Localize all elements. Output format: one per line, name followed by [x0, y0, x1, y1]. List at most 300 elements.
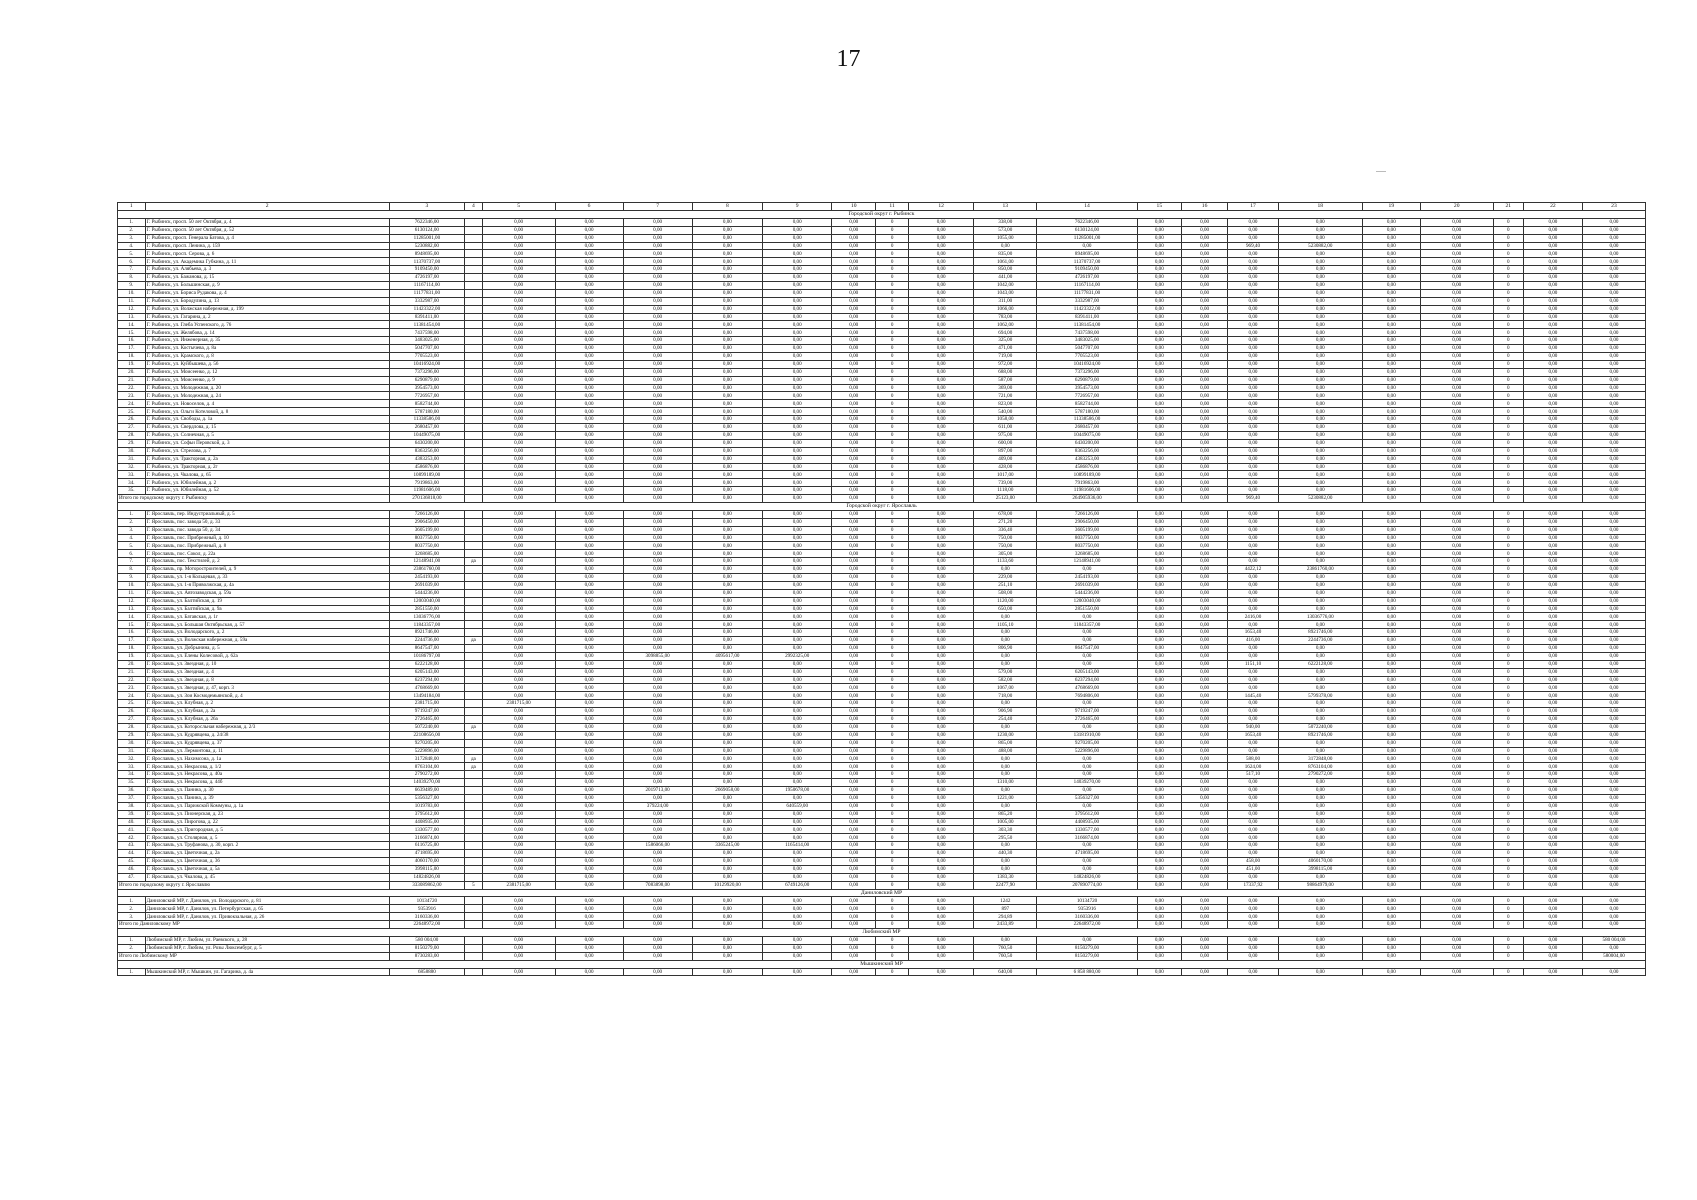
table-cell: 0,00 — [1137, 510, 1181, 518]
table-row — [118, 526, 1646, 534]
table-cell: 6. — [118, 258, 146, 266]
table-cell: 0,00 — [908, 905, 973, 913]
table-cell: 0,00 — [692, 518, 762, 526]
table-cell: 0,00 — [832, 297, 876, 305]
table-row — [118, 518, 1646, 526]
table-cell: 0,00 — [908, 353, 973, 361]
table-cell: 229,00 — [974, 573, 1037, 581]
table-cell: 5. — [118, 542, 146, 550]
table-row — [118, 652, 1646, 660]
table-cell: 0,00 — [1420, 518, 1493, 526]
table-cell: 10899189,00 — [1037, 471, 1138, 479]
table-cell: 0,00 — [1582, 558, 1645, 566]
table-cell: 28. — [118, 723, 146, 731]
table-cell: 0,00 — [1278, 621, 1362, 629]
table-cell: 0,00 — [623, 353, 692, 361]
table-cell: 0,00 — [1420, 621, 1493, 629]
table-cell: 0,00 — [1278, 297, 1362, 305]
total-cell: 0,00 — [692, 495, 762, 503]
table-cell: 0 — [876, 755, 909, 763]
table-row — [118, 360, 1646, 368]
table-cell: 0,00 — [1278, 684, 1362, 692]
table-cell: 0,00 — [908, 731, 973, 739]
table-cell: 7437598,00 — [1037, 329, 1138, 337]
table-cell: 0,00 — [692, 471, 762, 479]
table-cell: 0,00 — [1362, 629, 1420, 637]
table-cell: 0,00 — [1228, 337, 1278, 345]
table-row — [118, 218, 1646, 226]
table-cell: 0,00 — [555, 447, 623, 455]
table-cell: 6222128,00 — [389, 660, 464, 668]
table-cell: 0,00 — [482, 865, 555, 873]
table-cell: 0,00 — [555, 289, 623, 297]
table-cell: 640,00 — [974, 968, 1037, 976]
table-cell: 0,00 — [692, 905, 762, 913]
table-cell: 0,00 — [832, 321, 876, 329]
table-cell: 0,00 — [1362, 637, 1420, 645]
table-cell: 0,00 — [1278, 700, 1362, 708]
table-cell: 0,00 — [1181, 913, 1228, 921]
table-cell: 7919863,00 — [389, 479, 464, 487]
table-cell: 6237294,00 — [1037, 676, 1138, 684]
table-cell: 0,00 — [1420, 637, 1493, 645]
table-cell: 0,00 — [482, 329, 555, 337]
table-row — [118, 487, 1646, 495]
table-cell: 0,00 — [1582, 810, 1645, 818]
total-label: Итого по городскому округу г. Ярославлю — [118, 881, 390, 889]
table-cell: 0,00 — [908, 447, 973, 455]
table-cell: 0,00 — [555, 629, 623, 637]
table-cell: 0,00 — [1582, 676, 1645, 684]
table-cell: 0,00 — [1523, 360, 1582, 368]
table-cell: 0,00 — [832, 550, 876, 558]
total-cell: 0,00 — [1523, 921, 1582, 929]
table-cell: 0,00 — [1228, 408, 1278, 416]
table-cell: 0,00 — [555, 305, 623, 313]
table-cell: 0,00 — [692, 439, 762, 447]
total-cell: 0 — [876, 921, 909, 929]
table-cell: 0,00 — [1420, 487, 1493, 495]
table-cell: 0,00 — [623, 794, 692, 802]
table-cell: 0,00 — [832, 936, 876, 944]
table-cell: 0,00 — [1582, 573, 1645, 581]
address-cell: Г. Рыбинск, ул. Костычева, д. 8а — [145, 345, 389, 353]
table-row — [118, 936, 1646, 944]
table-cell: 0,00 — [1137, 842, 1181, 850]
table-cell: 0 — [876, 558, 909, 566]
table-cell: 0,00 — [908, 637, 973, 645]
table-cell: 0 — [876, 368, 909, 376]
table-cell: 37. — [118, 794, 146, 802]
table-cell: 0,00 — [1362, 463, 1420, 471]
table-cell: 0,00 — [1582, 463, 1645, 471]
table-cell: 0,00 — [1181, 763, 1228, 771]
table-cell: 0,00 — [1420, 858, 1493, 866]
table-cell: 11370737,00 — [1037, 258, 1138, 266]
table-cell: 0,00 — [1582, 368, 1645, 376]
table-cell: 0,00 — [1228, 534, 1278, 542]
total-cell: 0,00 — [1228, 952, 1278, 960]
table-cell: 0 — [876, 708, 909, 716]
table-cell: 0 — [876, 597, 909, 605]
table-cell: 0,00 — [482, 345, 555, 353]
total-cell: 0,00 — [1420, 881, 1493, 889]
table-cell: 0,00 — [1181, 258, 1228, 266]
table-cell: 0,00 — [1420, 652, 1493, 660]
table-cell: 0,00 — [482, 968, 555, 976]
table-cell: 0,00 — [482, 550, 555, 558]
table-cell — [465, 668, 483, 676]
table-cell: 251,10 — [974, 581, 1037, 589]
total-cell: 5230882,00 — [1278, 495, 1362, 503]
table-cell: 0 — [876, 479, 909, 487]
table-cell: 0,00 — [1278, 463, 1362, 471]
table-row — [118, 787, 1646, 795]
table-cell: 0,00 — [555, 589, 623, 597]
table-cell: 19. — [118, 360, 146, 368]
table-row — [118, 431, 1646, 439]
table-cell: 0,00 — [1523, 684, 1582, 692]
table-row — [118, 542, 1646, 550]
table-cell: 0,00 — [1362, 802, 1420, 810]
table-cell: 9270205,00 — [1037, 739, 1138, 747]
table-cell: 0,00 — [1228, 384, 1278, 392]
table-cell: 0,00 — [555, 455, 623, 463]
table-cell: 0,00 — [555, 558, 623, 566]
total-cell: 0,00 — [763, 952, 832, 960]
table-row — [118, 250, 1646, 258]
table-cell — [465, 573, 483, 581]
table-cell: 0,00 — [1137, 274, 1181, 282]
table-cell: 0,00 — [1137, 558, 1181, 566]
table-cell: 0,00 — [1420, 763, 1493, 771]
table-cell: 0,00 — [763, 510, 832, 518]
table-cell: 0,00 — [1582, 834, 1645, 842]
table-cell: 9. — [118, 573, 146, 581]
table-row — [118, 873, 1646, 881]
table-cell — [465, 218, 483, 226]
table-cell: 0,00 — [623, 858, 692, 866]
table-cell: 0,00 — [1523, 716, 1582, 724]
table-cell: 13. — [118, 605, 146, 613]
table-cell: 0,00 — [482, 218, 555, 226]
table-cell: 0,00 — [1582, 597, 1645, 605]
table-cell — [465, 905, 483, 913]
table-cell: 0,00 — [1181, 566, 1228, 574]
table-cell: 0,00 — [1228, 234, 1278, 242]
table-cell — [465, 818, 483, 826]
table-cell: 0 — [1493, 826, 1523, 834]
column-number-row — [118, 203, 1646, 211]
address-cell: Г. Рыбинск, ул. Бородулина, д. 13 — [145, 297, 389, 305]
table-cell: 0,00 — [1278, 968, 1362, 976]
table-cell: 0,00 — [1278, 313, 1362, 321]
table-cell: 0,00 — [1181, 676, 1228, 684]
total-cell: 0,00 — [555, 952, 623, 960]
table-cell: 0,00 — [908, 274, 973, 282]
table-row — [118, 234, 1646, 242]
table-cell: 0,00 — [692, 897, 762, 905]
total-cell: 0,00 — [1228, 921, 1278, 929]
table-cell: 0,00 — [1523, 400, 1582, 408]
table-cell: 0 — [876, 834, 909, 842]
table-cell: 23. — [118, 684, 146, 692]
table-cell: 0 — [876, 337, 909, 345]
table-cell: 0 — [1493, 676, 1523, 684]
table-cell: 0,00 — [1523, 613, 1582, 621]
table-cell: 0,00 — [763, 487, 832, 495]
table-cell: 0,00 — [974, 652, 1037, 660]
table-cell: 0,00 — [1137, 463, 1181, 471]
table-cell: 8. — [118, 274, 146, 282]
table-cell: 0,00 — [692, 360, 762, 368]
table-cell: 3954573,00 — [389, 384, 464, 392]
table-cell: 0,00 — [555, 787, 623, 795]
address-cell: Г. Ярославль, ул. Зои Космодемьянской, д. 4 — [145, 692, 389, 700]
table-cell: 8. — [118, 566, 146, 574]
table-cell: 3. — [118, 526, 146, 534]
table-cell: 10899189,00 — [389, 471, 464, 479]
table-cell — [465, 463, 483, 471]
table-cell: 0,00 — [1523, 668, 1582, 676]
table-cell: 0,00 — [1181, 218, 1228, 226]
table-cell: 0,00 — [832, 858, 876, 866]
table-cell: 0 — [876, 242, 909, 250]
table-cell: 3. — [118, 234, 146, 242]
table-cell: 13494184,00 — [389, 692, 464, 700]
table-cell: 0 — [1493, 250, 1523, 258]
table-cell: 718,00 — [974, 692, 1037, 700]
total-cell: 0,00 — [623, 495, 692, 503]
table-cell: 0,00 — [692, 581, 762, 589]
table-cell: 9719247,00 — [389, 708, 464, 716]
table-cell: 0,00 — [832, 463, 876, 471]
table-cell: 16. — [118, 337, 146, 345]
table-cell: 0,00 — [1181, 936, 1228, 944]
table-cell: 10. — [118, 581, 146, 589]
table-cell: 0,00 — [1420, 573, 1493, 581]
table-cell: 0,00 — [1420, 723, 1493, 731]
table-cell: 0,00 — [1420, 471, 1493, 479]
table-cell: 0,00 — [482, 763, 555, 771]
table-cell: 1. — [118, 897, 146, 905]
table-cell: 0,00 — [1582, 266, 1645, 274]
table-cell: 0,00 — [1582, 408, 1645, 416]
table-cell: 0 — [1493, 242, 1523, 250]
table-cell: 0,00 — [1278, 873, 1362, 881]
table-cell: 517,10 — [1228, 771, 1278, 779]
table-cell: 0,00 — [692, 865, 762, 873]
table-cell: 0 — [876, 676, 909, 684]
table-cell: 0,00 — [1228, 479, 1278, 487]
table-cell: 0,00 — [763, 392, 832, 400]
table-cell — [465, 716, 483, 724]
table-cell: 0 — [876, 605, 909, 613]
table-cell: 0,00 — [623, 487, 692, 495]
table-cell: 10449075,00 — [1037, 431, 1138, 439]
table-cell: 0,00 — [1362, 944, 1420, 952]
table-cell: 0 — [1493, 234, 1523, 242]
table-cell: 0,00 — [555, 802, 623, 810]
total-cell: 969,40 — [1228, 495, 1278, 503]
table-cell: 0,00 — [1362, 542, 1420, 550]
table-cell: 0,00 — [1420, 589, 1493, 597]
table-cell: 0,00 — [763, 692, 832, 700]
table-cell: 0,00 — [832, 542, 876, 550]
table-cell: 0,00 — [1362, 360, 1420, 368]
table-cell: 11177831,00 — [1037, 289, 1138, 297]
table-cell: 0,00 — [1137, 692, 1181, 700]
table-cell: 5356327,00 — [389, 794, 464, 802]
table-row — [118, 913, 1646, 921]
table-cell: 0,00 — [1362, 605, 1420, 613]
table-cell: 0,00 — [1420, 668, 1493, 676]
table-cell: 0,00 — [1278, 282, 1362, 290]
table-cell: 0,00 — [1523, 368, 1582, 376]
table-cell: 0,00 — [908, 258, 973, 266]
table-cell: 0,00 — [908, 850, 973, 858]
table-cell: 0,00 — [1228, 905, 1278, 913]
table-cell: 0,00 — [1181, 376, 1228, 384]
total-row — [118, 921, 1646, 929]
table-cell: 0,00 — [763, 400, 832, 408]
total-label: Итого по Любимскому МР — [118, 952, 390, 960]
table-cell: 0,00 — [1523, 345, 1582, 353]
table-cell: 0 — [876, 802, 909, 810]
table-cell: 0,00 — [692, 400, 762, 408]
table-cell: 0,00 — [1181, 660, 1228, 668]
table-cell: 0,00 — [1278, 676, 1362, 684]
table-cell: 0,00 — [974, 936, 1037, 944]
table-cell: 1061,00 — [974, 258, 1037, 266]
table-cell: 0,00 — [1582, 802, 1645, 810]
table-cell: 0,00 — [832, 779, 876, 787]
total-cell: 0,00 — [482, 495, 555, 503]
table-cell: 0,00 — [908, 573, 973, 581]
table-cell: 0 — [1493, 700, 1523, 708]
table-cell: 1019783,00 — [389, 802, 464, 810]
table-cell: 0,00 — [763, 463, 832, 471]
table-cell: 0,00 — [974, 858, 1037, 866]
table-cell: 0,00 — [1137, 873, 1181, 881]
address-cell: Г. Рыбинск, ул. Юбилейная, д. 2 — [145, 479, 389, 487]
table-cell — [465, 605, 483, 613]
table-cell: 0,00 — [1181, 779, 1228, 787]
table-cell: 0 — [876, 447, 909, 455]
table-cell: 0,00 — [1362, 652, 1420, 660]
address-cell: Г. Ярославль, ул. Кудрявцева, д. 24/38 — [145, 731, 389, 739]
table-cell: 0,00 — [832, 652, 876, 660]
table-cell: 0,00 — [832, 384, 876, 392]
table-cell: 0,00 — [1420, 266, 1493, 274]
table-cell: 0,00 — [1181, 865, 1228, 873]
table-cell: 0,00 — [763, 708, 832, 716]
table-cell: 0,00 — [482, 534, 555, 542]
table-cell: 0 — [876, 384, 909, 392]
table-cell: 0,00 — [623, 637, 692, 645]
table-cell: 0,00 — [482, 400, 555, 408]
table-cell: 0,00 — [1181, 597, 1228, 605]
address-cell: Г. Ярославль, ул. Панина, д. 39 — [145, 794, 389, 802]
table-cell: 0,00 — [1362, 218, 1420, 226]
table-cell: 409,00 — [974, 455, 1037, 463]
table-cell: 0,00 — [1523, 479, 1582, 487]
table-cell: 0 — [1493, 360, 1523, 368]
table-row — [118, 676, 1646, 684]
table-cell — [465, 242, 483, 250]
address-cell: Даниловский МР, г. Данилов, ул. Привокзальная, д. 26 — [145, 913, 389, 921]
table-cell: 2. — [118, 226, 146, 234]
table-cell: 0,00 — [763, 913, 832, 921]
total-cell: 0,00 — [832, 921, 876, 929]
table-cell — [465, 408, 483, 416]
table-cell: 0,00 — [623, 368, 692, 376]
table-cell: 0,00 — [1228, 708, 1278, 716]
table-cell: 0,00 — [832, 431, 876, 439]
table-cell: 587,00 — [974, 376, 1037, 384]
table-cell: 0,00 — [832, 794, 876, 802]
table-cell: 0 — [876, 573, 909, 581]
table-cell: 0,00 — [763, 439, 832, 447]
table-row — [118, 660, 1646, 668]
column-number: 22 — [1523, 203, 1582, 211]
table-cell: 0,00 — [1362, 416, 1420, 424]
table-cell: 0,00 — [1523, 700, 1582, 708]
total-cell: 0,00 — [1278, 921, 1362, 929]
table-cell: 6290879,00 — [389, 376, 464, 384]
table-cell: 0,00 — [1582, 218, 1645, 226]
table-cell: 0,00 — [832, 621, 876, 629]
table-cell: 0,00 — [1228, 676, 1278, 684]
table-cell: 0,00 — [555, 424, 623, 432]
table-cell — [465, 282, 483, 290]
table-cell: 0,00 — [1181, 621, 1228, 629]
table-cell: 0,00 — [555, 723, 623, 731]
table-cell: 0,00 — [908, 392, 973, 400]
table-cell: 0,00 — [1228, 716, 1278, 724]
table-cell: 0,00 — [1181, 850, 1228, 858]
table-row — [118, 589, 1646, 597]
table-cell: 6. — [118, 550, 146, 558]
address-cell: Г. Ярославль, ул. Большая Октябрьская, д. 57 — [145, 621, 389, 629]
table-cell: 0,00 — [1181, 802, 1228, 810]
table-cell: 0,00 — [763, 313, 832, 321]
table-cell: 0,00 — [1420, 526, 1493, 534]
table-cell: 0,00 — [832, 392, 876, 400]
address-cell: Г. Рыбинск, ул. Свердлова, д. 15 — [145, 424, 389, 432]
table-row — [118, 510, 1646, 518]
table-cell: 0,00 — [763, 826, 832, 834]
table-cell — [465, 802, 483, 810]
table-cell: 0,00 — [1137, 834, 1181, 842]
table-cell: 0,00 — [1582, 779, 1645, 787]
address-cell: Г. Рыбинск, ул. Молодежная, д. 20 — [145, 384, 389, 392]
table-cell: 0 — [876, 534, 909, 542]
table-cell: 0,00 — [1523, 266, 1582, 274]
table-cell: 1330577,00 — [1037, 826, 1138, 834]
table-cell: 0,00 — [1523, 897, 1582, 905]
table-cell: 1055,00 — [974, 234, 1037, 242]
address-cell: Г. Ярославль, ул. Автозаводская, д. 59а — [145, 589, 389, 597]
table-cell: 0 — [1493, 439, 1523, 447]
address-cell: Г. Ярославль, пос. Текстилей, д. 2 — [145, 558, 389, 566]
table-cell: 0,00 — [1137, 289, 1181, 297]
table-cell: 0,00 — [1228, 400, 1278, 408]
total-cell — [465, 952, 483, 960]
table-cell: 0 — [1493, 810, 1523, 818]
column-number: 11 — [876, 203, 909, 211]
table-cell: 0 — [876, 455, 909, 463]
